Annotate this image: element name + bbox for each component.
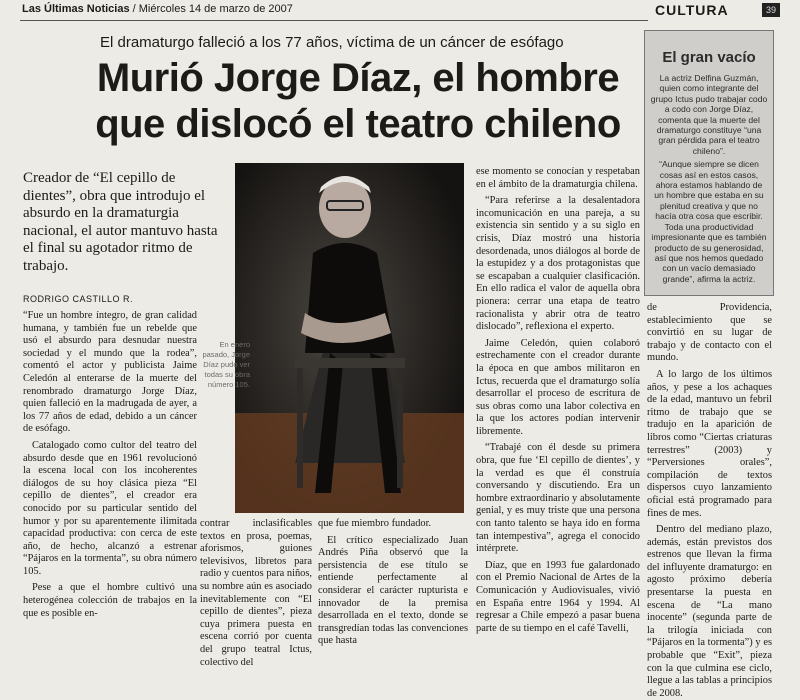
- byline: RODRIGO CASTILLO R.: [23, 294, 134, 304]
- article-headline: Murió Jorge Díaz, el hombre que dislocó el teatro chileno: [95, 56, 621, 146]
- col5-paragraph: Dentro del mediano plazo, además, están previstos dos estrenos que llevan la firma del influyente dramaturgo: en agosto próximo debería presentarse la puesta en escena de “La mano inocente” (segunda parte de la trilogía iniciada con “Pájaros en la tormenta”) y es probable que “Exit”, pieza con la que culmina ese ciclo, llegue a las tablas a principios de 2008.: [647, 524, 772, 699]
- col4-paragraph: Díaz, que en 1993 fue galardonado con el Premio Nacional de Artes de la Comunicación y Audiovisuales, vivió en España entre 1964 y 1994. Al regresar a Chile empezó a pasar buena parte de su tiempo en el café Tavelli,: [476, 559, 640, 634]
- sidebar-title: El gran vacío: [662, 49, 756, 66]
- col4-paragraph: ese momento se conocían y respetaban en el ámbito de la dramaturgia chilena.: [476, 166, 640, 190]
- newspaper-name: Las Últimas Noticias: [22, 3, 130, 15]
- col4-paragraph: “Para referirse a la desalentadora incomunicación en una pareja, a su existencia sin sentido y a su siglo en crisis, Díaz mostró una historia desordenada, unos diálogos al borde de la estupidez y a dos protagonistas que se escapaban a cualquier clasificación. En ello radica el valor de aquella obra pionera: cerrar una etapa de teatro racionalista y abrir otra de teatro dislocado”, reflexiona el experto.: [476, 195, 640, 333]
- article-column-5: [647, 302, 772, 699]
- col2-paragraph: contrar inclasificables textos en prosa, poemas, aforismos, guiones televisivos, libretos para radio y cuentos para niños, su nombre aún es asociado inevitablemente con “El cepillo de dientes”, pieza cuya primera puesta en escena corrió por cuenta del grupo teatral Ictus, colectivo del: [200, 518, 312, 668]
- photo-illustration: [235, 163, 464, 513]
- author-photo: [235, 163, 464, 513]
- sidebar-paragraph: La actriz Delfina Guzmán, quien como integrante del grupo Ictus pudo trabajar codo a codo con Jorge Díaz, comenta que la muerte del dramaturgo constituye “una gran pérdida para el teatro chileno”.: [650, 73, 768, 156]
- col1-paragraph: Pese a que el hombre cultivó una heterogénea colección de trabajos en la que es posible en-: [23, 582, 197, 619]
- sidebar-body: [650, 73, 768, 287]
- article-column-3: [318, 518, 468, 647]
- page-number: 39: [762, 3, 780, 17]
- masthead-line: [22, 3, 293, 15]
- photo-caption: En enero pasado, Jorge Díaz pudo ver todas su obra número 105.: [202, 340, 250, 389]
- col4-paragraph: “Trabajé con él desde su primera obra, que fue ‘El cepillo de dientes’, y la verdad es que él construía conversando y discutiendo. Era un hombre extraordinario y absolutamente genial, y es muy triste que una persona con tanto talento se haya ido en forma tan intempestiva”, agrega el conocido intérprete.: [476, 442, 640, 555]
- article-kicker: El dramaturgo falleció a los 77 años, víctima de un cáncer de esófago: [100, 34, 564, 51]
- issue-date: / Miércoles 14 de marzo de 2007: [132, 3, 293, 15]
- section-name: CULTURA: [655, 2, 729, 18]
- article-column-2: [200, 518, 312, 668]
- header-rule: [20, 20, 648, 21]
- col3-paragraph: El crítico especializado Juan Andrés Piña observó que la persistencia de ese título se entiende perfectamente al considerar el carácter rupturista e innovador de la premisa desarrollada en el texto, donde se transgredían todas las convenciones que hasta: [318, 534, 468, 647]
- article-lead: Creador de “El cepillo de dientes”, obra que introdujo el absurdo en la dramaturgia nacional, el autor mantuvo hasta el final su agotador ritmo de trabajo.: [23, 170, 218, 274]
- article-column-4: [476, 166, 640, 634]
- col1-paragraph: Catalogado como cultor del teatro del absurdo desde que en 1961 revolucionó la escena local con los incoherentes diálogos de su hoy clásica pieza “El cepillo de dientes”, el creador era conocido por su particular sentido del humor y por su aparentemente ilimitada capacidad productiva: con cerca de este año, de hecho, alcanzó a estrenar “Pájaros en la tormenta”, su obra número 105.: [23, 439, 197, 577]
- col4-paragraph: Jaime Celedón, quien colaboró estrechamente con el creador durante la época en que ambos militaron en Ictus, recuerda que el dramaturgo solía desarrollar el proceso de escritura de sus obras como una labor colectiva en la que los actores podían intervenir libremente.: [476, 337, 640, 437]
- sidebar-paragraph: “Aunque siempre se dicen cosas así en estos casos, ahora estamos hablando de un hombre que estaba en su plenitud creativa y que no hacía otra cosa que escribir. Toda una productividad impresionante que es también producto de su generosidad, así que nos hemos quedado con un vacío demasiado grande”, afirma la actriz.: [651, 159, 767, 284]
- col5-paragraph: A lo largo de los últimos años, y pese a los achaques de la edad, mantuvo un febril ritmo de trabajo que se tradujo en la aparición de libros como “Ciertas criaturas terrestres” (2003) y “Perversiones orales”, compilación de textos dispersos cuyo lanzamiento oficial está programado para fines de mes.: [647, 368, 772, 519]
- col1-paragraph: “Fue un hombre íntegro, de gran calidad humana, y también fue un rebelde que usó el absurdo para desnudar nuestra sociedad y el mundo que la rodea”, comentó el actor y publicista Jaime Celedón al enterarse de la muerte del renombrado dramaturgo Jorge Díaz, quien falleció en la madrugada de ayer, a los 77 años de edad, debido a un cáncer de esófago.: [23, 310, 197, 435]
- article-column-1: [23, 310, 197, 628]
- col3-paragraph: que fue miembro fundador.: [318, 518, 432, 529]
- sidebar-box: [644, 30, 774, 296]
- col5-paragraph: de Providencia, establecimiento que se convirtió en su lugar de trabajo y de contacto con el mundo.: [647, 302, 772, 364]
